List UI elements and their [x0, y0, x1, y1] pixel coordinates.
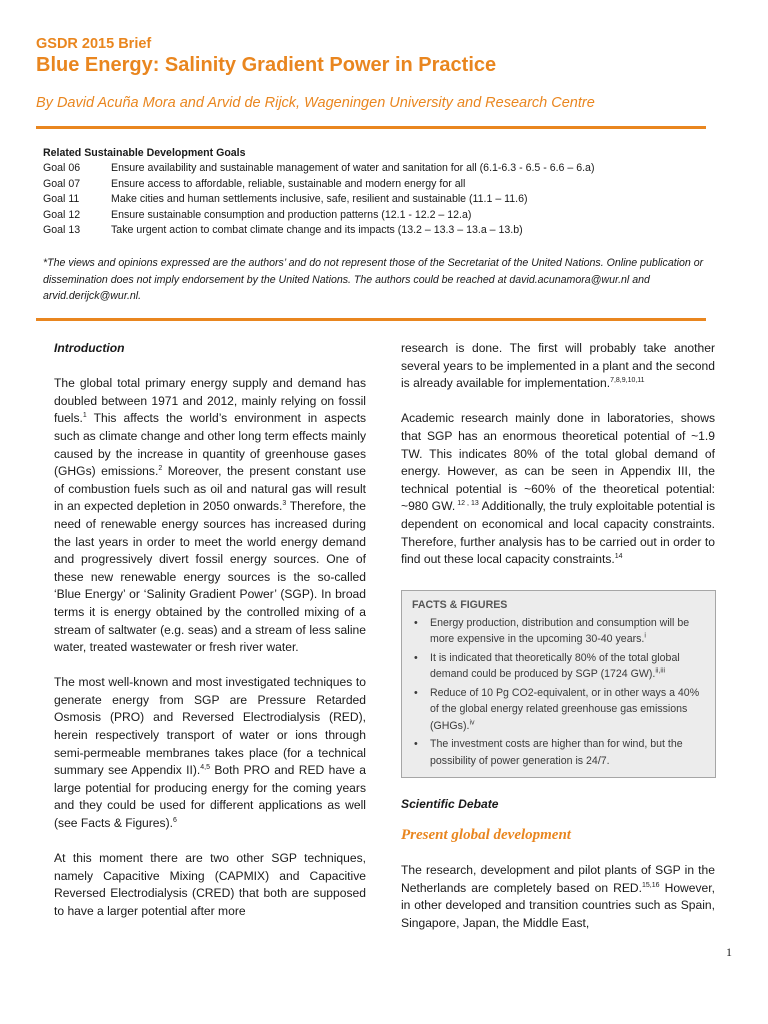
scientific-debate-heading: Scientific Debate [401, 797, 499, 811]
sdg-heading: Related Sustainable Development Goals [43, 147, 246, 159]
document-title: Blue Energy: Salinity Gradient Power in Practice [36, 54, 497, 76]
sdg-text: Ensure sustainable consumption and production patterns (12.1 - 12.2 – 12.a) [111, 208, 472, 221]
right-paragraph-2: Academic research mainly done in laboratories, shows that SGP has an enormous theoretical potential of ~1.9 TW. This indicates 80% of the total global demand of energy. However, as can be seen in Appendix III, the technical potential is ~60% of the theoretical potential: ~980 GW. $^{12 , 13}$ Additionally, the truly exploitable potential is dependent on economical and local capacity constraints. Therefore, further analysis has to be carried out in order to find out these local capacity constraints.$^{14}$ [401, 411, 716, 567]
sdg-goal: Goal 12 [43, 208, 81, 221]
fact-item: • It is indicated that theoretically 80% of the total global demand could be produced by SGP (1724 GW).$^{ii,iii}$ [414, 651, 680, 680]
sdg-goal: Goal 06 [43, 162, 81, 175]
right-column-lower [401, 862, 715, 950]
section-divider [36, 318, 706, 321]
intro-paragraph-1: The global total primary energy supply and demand has doubled between 1971 and 2012, mainly relying on fossil fuels.$^1$ This affects the world’s environment in aspects such as climate change and other long term effects mainly caused by the increase in quantity of greenhouse gases (GHGs) emissions.$^2$ Moreover, the present constant use of combustion fuels such as oil and natural gas will result in an expected depletion in 2050 onwards.$^3$ Therefore, the need of renewable energy sources has increased during the last years in order to meet the world energy demand and progressively divert fossil energy sources. One of these new renewable energy sources is the so-called ‘Blue Energy’ or ‘Salinity Gradient Power’ (SGP). In broad terms it is energy obtained by the controlled mixing of a stream of saltwater (e.g. seas) and a stream of less saline water, treated wastewater or fresh river water. [54, 376, 366, 655]
header-divider [36, 126, 706, 129]
sdg-text: Take urgent action to combat climate change and its impacts (13.2 – 13.3 – 13.a – 13.b) [111, 224, 523, 237]
intro-paragraph-3: At this moment there are two other SGP techniques, namely Capacitive Mixing (CAPMIX) and Capacitive Reversed Electrodialysis (CRED) that both are supposed to have a larger potential after more [54, 851, 366, 918]
intro-paragraph-2: The most well-known and most investigated techniques to generate energy from SGP are Pressure Retarded Osmosis (PRO) and Reversed Electrodialysis (RED), herein respectively transport of water or ions through semi-permeable membranes takes place (for a technical summary see Appendix II).$^{4,5}$ Both PRO and RED have a large potential for producing energy for the coming years and they could be used for different applications as well (see Facts & Figures).$^6$ [54, 675, 366, 831]
present-global-heading: Present global development [401, 827, 571, 843]
sdg-text: Ensure availability and sustainable management of water and sanitation for all (6.1-6.3 - 6.5 - 6.6 – 6.a) [111, 162, 595, 175]
sdg-row [43, 192, 703, 207]
facts-title: FACTS & FIGURES [412, 599, 508, 611]
right-paragraph-1: research is done. The first will probably take another several years to be implemented in a plant and the second is already available for implementation.$^{7,8,9,10,11}$ [401, 341, 715, 391]
right-column [401, 340, 715, 586]
bullet-icon: • [414, 686, 418, 699]
sdg-goal: Goal 11 [43, 193, 80, 206]
sdg-goal: Goal 13 [43, 224, 81, 237]
sdg-row [43, 208, 703, 223]
fact-item: • The investment costs are higher than for wind, but the possibility of power generation is 24/7. [414, 738, 683, 767]
byline: By David Acuña Mora and Arvid de Rijck, Wageningen University and Research Centre [36, 95, 595, 111]
sdg-row [43, 161, 703, 176]
fact-item: • Reduce of 10 Pg CO2-equivalent, or in other ways a 40% of the global energy related greenhouse gas emissions (GHGs).$^{iv}$ [414, 686, 700, 732]
right-paragraph-3: The research, development and pilot plants of SGP in the Netherlands are completely based on RED.$^{15,16}$ However, in other developed and transition countries such as Spain, Singapore, Japan, the Middle East, [401, 863, 716, 930]
bullet-icon: • [414, 616, 418, 629]
bullet-icon: • [414, 738, 418, 750]
sdg-row [43, 177, 703, 192]
sdg-text: Make cities and human settlements inclusive, safe, resilient and sustainable (11.1 – 11.6) [111, 193, 528, 206]
brief-label: GSDR 2015 Brief [36, 36, 152, 52]
introduction-heading: Introduction [54, 341, 125, 355]
left-column [54, 340, 366, 938]
fact-item: • Energy production, distribution and consumption will be more expensive in the upcoming 30-40 years.$^i$ [414, 616, 690, 645]
page-number: 1 [726, 945, 732, 959]
bullet-icon: • [414, 651, 418, 664]
sdg-table [43, 146, 703, 238]
disclaimer: *The views and opinions expressed are the authors’ and do not represent those of the Secretariat of the United Nations. Online publication or dissemination does not imply endorsement by the United Nations. The authors could be reached at david.acunamora@wur.nl and arvid.derijck@wur.nl. [43, 257, 704, 303]
sdg-text: Ensure access to affordable, reliable, sustainable and modern energy for all [111, 177, 466, 190]
sdg-goal: Goal 07 [43, 177, 81, 190]
facts-figures-box [401, 590, 716, 778]
sdg-row [43, 223, 703, 238]
